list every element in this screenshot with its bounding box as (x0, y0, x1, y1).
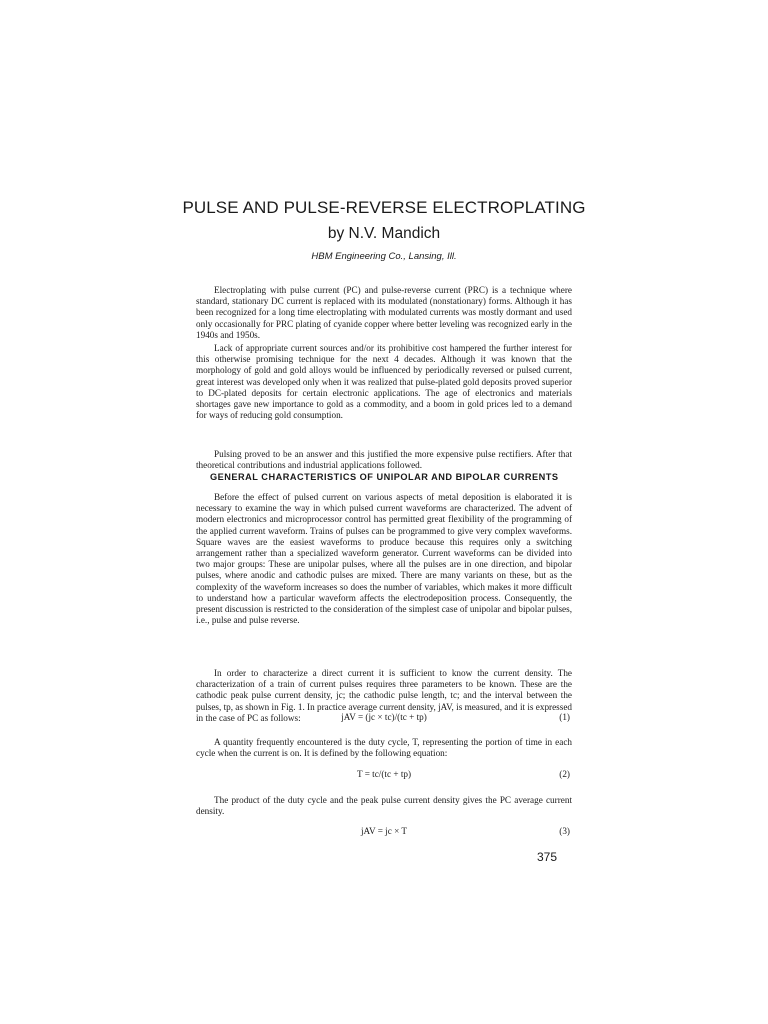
paragraph-text: Before the effect of pulsed current on various aspects of metal deposition is elaborated it is necessary to examine the way in which pulsed current waveforms are characterized. The advent of modern electronics and microprocessor control has permitted great flexibility of the programming of the applied current waveform. Trains of pulses can be programmed to give very complex waveforms. Square waves are the easiest waveforms to produce because this requires only a switching arrangement rather than a specialized waveform generator. Current waveforms can be divided into two major groups: These are unipolar pulses, where all the pulses are in one direction, and bipolar pulses, where anodic and cathodic pulses are mixed. There are many variants on these, but as the complexity of the waveform increases so does the number of variables, which makes it more difficult to understand how a particular waveform affects the electrodeposition process. Consequently, the present discussion is restricted to the consideration of the simplest case of unipolar and bipolar pulses, i.e., pulse and pulse reverse. (196, 492, 572, 626)
affiliation: HBM Engineering Co., Lansing, Ill. (311, 251, 457, 262)
equation-3 (196, 826, 572, 838)
paragraph-text: Pulsing proved to be an answer and this justified the more expensive pulse rectifiers. After that theoretical contributions and industrial applications followed. (196, 449, 572, 471)
intro-paragraph-3 (196, 449, 572, 471)
intro-paragraph-1 (196, 285, 572, 341)
equation-number: (1) (559, 712, 570, 722)
section-paragraph-4 (196, 795, 572, 817)
equation-expression: jAV = (jc × tc)/(tc + tp) (341, 712, 427, 722)
paragraph-text: In order to characterize a direct current it is sufficient to know the current density. The characterization of a train of current pulses requires three parameters to be known. These are the cathodic peak pulse current density, jc; the cathodic pulse length, tc; and the interval between the pulses, tp, as shown in Fig. 1. In practice average current density, jAV, is measured, and it is expressed in the case of PC as follows: (196, 668, 572, 723)
paragraph-text: A quantity frequently encountered is the duty cycle, T, representing the portion of time in each cycle when the current is on. It is defined by the following equation: (196, 737, 572, 759)
paper-title: PULSE AND PULSE-REVERSE ELECTROPLATING (182, 198, 586, 217)
section-heading: GENERAL CHARACTERISTICS OF UNIPOLAR AND BIPOLAR CURRENTS (210, 472, 559, 482)
paragraph-text: Lack of appropriate current sources and/or its prohibitive cost hampered the further interest for this otherwise promising technique for the next 4 decades. Although it was known that the morphology of gold and gold alloys would be influenced by periodically reversed or pulsed current, great interest was developed only when it was realized that pulse-plated gold deposits proved superior to DC-plated deposits for certain electronic applications. The age of electronics and materials shortages gave new importance to gold as a commodity, and a boom in gold prices led to a demand for ways of reducing gold consumption. (196, 343, 572, 421)
paragraph-text: The product of the duty cycle and the peak pulse current density gives the PC average current density. (196, 795, 572, 817)
equation-number: (3) (559, 826, 570, 836)
paragraph-text: Electroplating with pulse current (PC) and pulse-reverse current (PRC) is a technique where standard, stationary DC current is replaced with its modulated (nonstationary) forms. Although it has been recognized for a long time electroplating with modulated currents was mostly dormant and used only occasionally for PRC plating of cyanide copper where better leveling was recognized early in the 1940s and 1950s. (196, 285, 572, 340)
equation-2 (196, 769, 572, 781)
equation-expression: T = tc/(tc + tp) (356, 769, 412, 779)
page-number: 375 (537, 850, 558, 864)
author-line: by N.V. Mandich (327, 225, 441, 242)
section-paragraph-3 (196, 737, 572, 759)
equation-number: (2) (559, 769, 570, 779)
section-paragraph-1 (196, 492, 572, 626)
intro-paragraph-2 (196, 343, 572, 421)
equation-1 (196, 712, 572, 724)
equation-expression: jAV = jc × T (360, 826, 408, 836)
